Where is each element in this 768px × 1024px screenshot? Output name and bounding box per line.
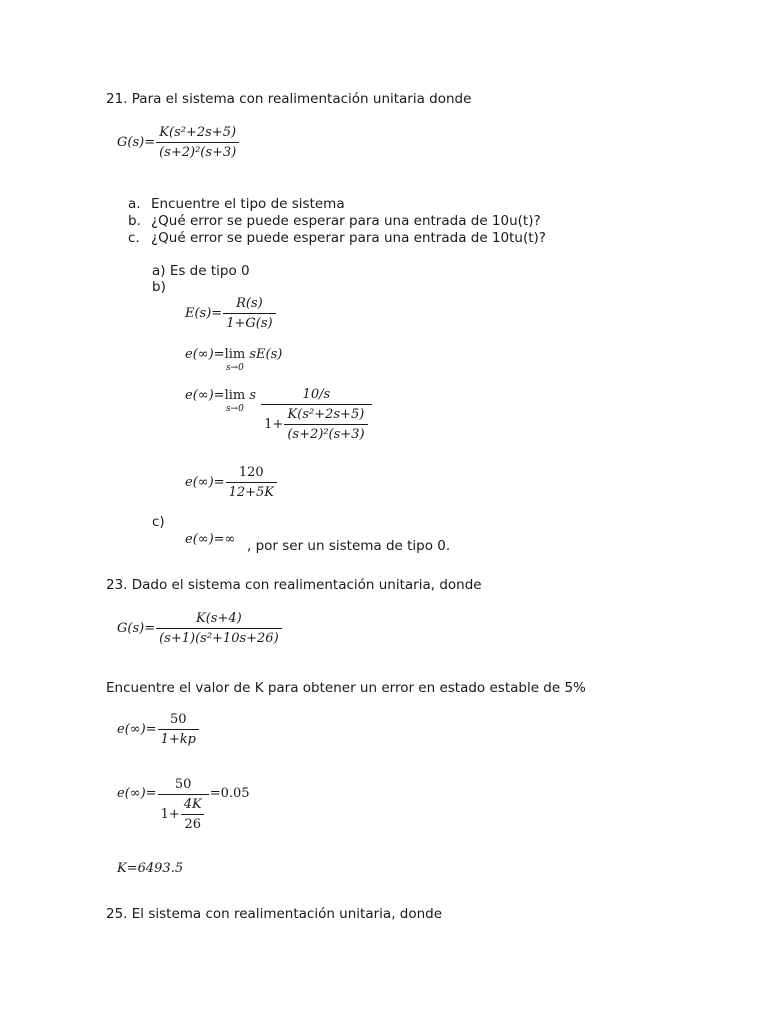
item-text: ¿Qué error se puede esperar para una entrada de 10tu(t)?: [151, 230, 546, 246]
p21-answer-c: c): [152, 514, 165, 530]
fraction-numerator: 50: [169, 712, 187, 727]
equation-rhs: =0.05: [209, 786, 250, 801]
fraction-numerator: R(s): [236, 296, 263, 311]
item-marker: b.: [128, 213, 141, 229]
p21-transfer-function: [117, 124, 240, 161]
compound-fraction: [158, 776, 209, 833]
equation-fraction: [226, 464, 277, 501]
p21-limit-equation-2: [185, 386, 373, 443]
fraction-denominator: 1+kp: [158, 729, 199, 748]
list-item: [128, 230, 546, 247]
item-text: Encuentre el tipo de sistema: [151, 196, 345, 212]
fraction-denominator: [158, 794, 209, 833]
inner-numerator: K(s²+2s+5): [287, 407, 365, 422]
inner-numerator: 4K: [183, 797, 202, 812]
p23-error-equation-1: [117, 711, 200, 748]
p21-G-denominator: (s+2)²(s+3): [156, 142, 239, 161]
equation-fraction: [158, 711, 199, 748]
p23-transfer-function: [117, 610, 283, 647]
equation-rhs: sE(s): [249, 347, 283, 362]
list-item: [128, 213, 546, 230]
p21-limit-equation-1: [185, 347, 282, 374]
equation-lhs: e(∞)=: [185, 388, 225, 403]
item-marker: c.: [128, 230, 140, 246]
p21-error-equation: [185, 295, 277, 332]
item-text: ¿Qué error se puede esperar para una entrada de 10u(t)?: [151, 213, 541, 229]
limit-word: lim: [224, 347, 246, 362]
p21-G-lhs: G(s)=: [117, 135, 156, 150]
p23-K-result: K=6493.5: [117, 861, 184, 876]
fraction-denominator: 1+G(s): [223, 313, 275, 332]
fraction-denominator: [261, 404, 371, 443]
inner-denominator: 26: [181, 814, 204, 833]
equation-fraction: [223, 295, 275, 332]
problem-23-heading: 23. Dado el sistema con realimentación unitaria, donde: [106, 577, 482, 593]
list-item: [128, 196, 546, 213]
fraction-numerator: 10/s: [302, 387, 331, 402]
equation-lhs: e(∞)=: [117, 722, 157, 737]
inner-fraction: [181, 796, 205, 833]
equation-lhs: e(∞)=: [185, 475, 225, 490]
fraction-numerator: 50: [174, 777, 192, 792]
denominator-prefix: 1+: [160, 807, 180, 822]
fraction-denominator: 12+5K: [226, 482, 277, 501]
p21-G-fraction: [156, 124, 239, 161]
p21-G-numerator: K(s²+2s+5): [159, 125, 237, 140]
equation-lhs: e(∞)=: [117, 786, 157, 801]
inner-denominator: (s+2)²(s+3): [284, 424, 367, 443]
fraction-numerator: K(s+4): [196, 611, 242, 626]
limit-subscript: s→0: [225, 363, 244, 373]
p21-limit-equation-3: [185, 464, 278, 501]
p21-answer-a: a) Es de tipo 0: [152, 263, 250, 279]
equation-lhs: e(∞)=: [185, 347, 225, 362]
problem-25-heading: 25. El sistema con realimentación unitaria, donde: [106, 906, 443, 922]
limit-operator: [225, 388, 246, 415]
fraction-denominator: (s+1)(s²+10s+26): [156, 628, 282, 647]
item-marker: a.: [128, 196, 141, 212]
p21-answer-b: b): [152, 279, 166, 295]
equation-lhs: E(s)=: [185, 306, 223, 321]
inner-fraction: [284, 406, 367, 443]
equation-s: s: [249, 388, 257, 403]
limit-word: lim: [224, 388, 246, 403]
fraction-numerator: 120: [238, 465, 264, 480]
p23-error-equation-2: [117, 776, 250, 833]
problem-21-heading: 21. Para el sistema con realimentación unitaria donde: [106, 91, 472, 107]
denominator-prefix: 1+: [264, 417, 284, 432]
p21-question-list: [128, 196, 546, 247]
p23-prompt: Encuentre el valor de K para obtener un error en estado estable de 5%: [106, 680, 586, 696]
compound-fraction: [261, 386, 371, 443]
limit-operator: [225, 347, 246, 374]
p21-type-0-note: , por ser un sistema de tipo 0.: [247, 538, 451, 554]
equation-fraction: [156, 610, 282, 647]
p21-infinite-error: e(∞)=∞: [185, 532, 236, 547]
equation-lhs: G(s)=: [117, 621, 156, 636]
limit-subscript: s→0: [225, 404, 244, 414]
